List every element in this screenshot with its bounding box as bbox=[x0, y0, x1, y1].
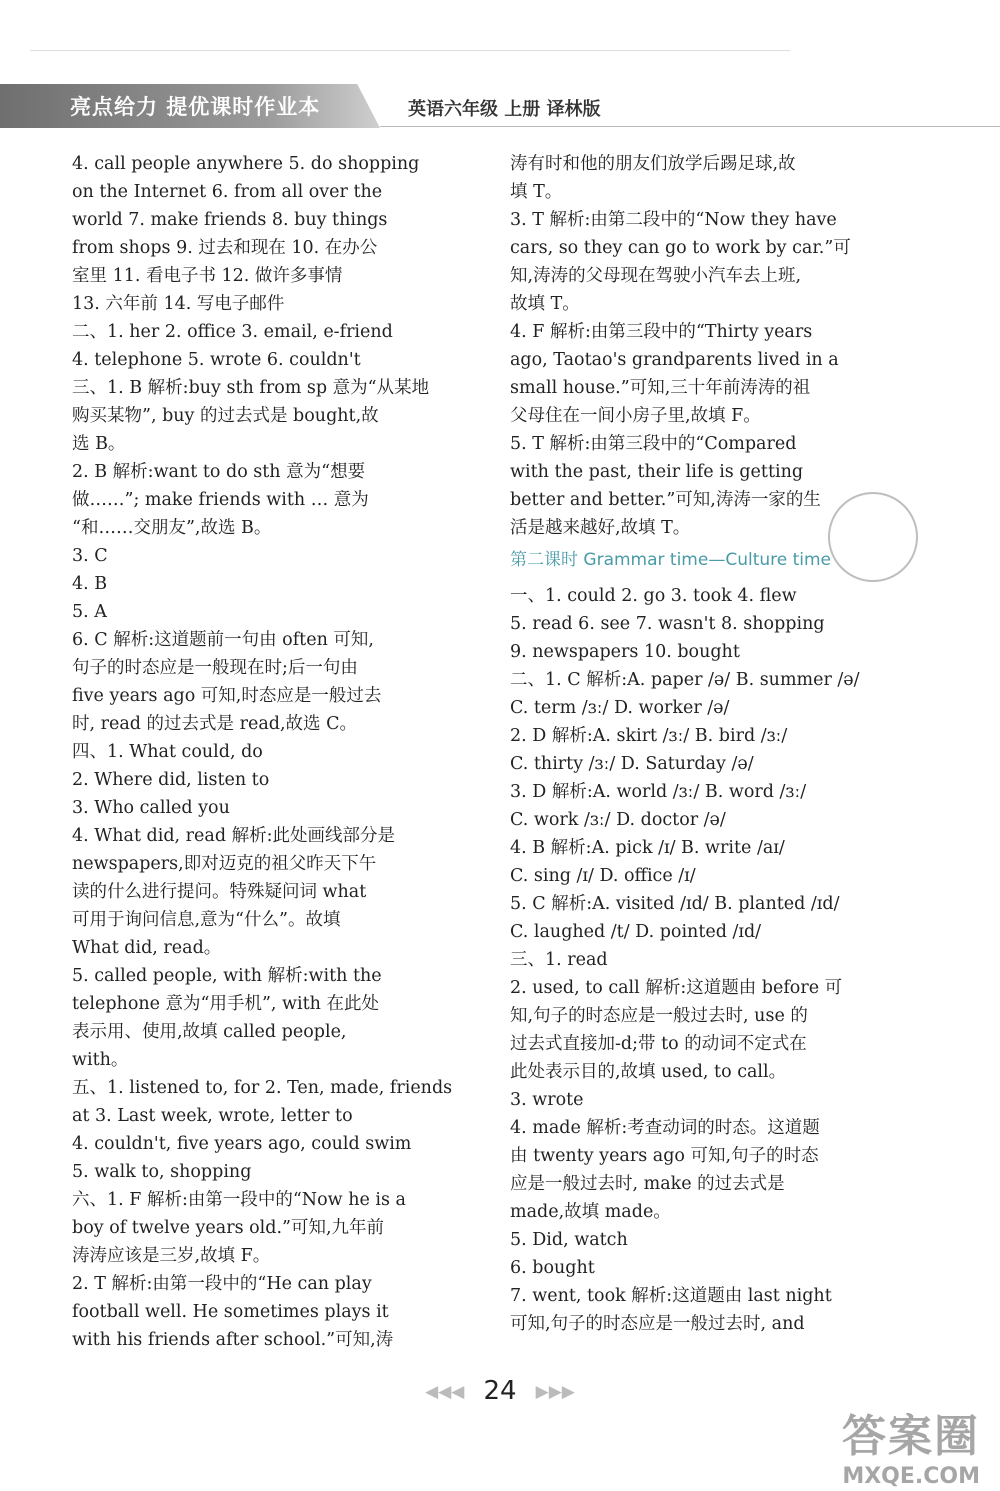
text-line: What did, read。 bbox=[72, 938, 222, 958]
text-line: 6. C 解析:这道题前一句由 often 可知, bbox=[72, 630, 374, 650]
text-line: 涛涛应该是三岁,故填 F。 bbox=[72, 1246, 271, 1266]
text-line: 4. telephone 5. wrote 6. couldn't bbox=[72, 350, 361, 370]
prev-arrows-icon: ◀◀◀ bbox=[425, 1382, 465, 1402]
section-title: 第二课时 Grammar time—Culture time bbox=[510, 550, 832, 570]
text-line: 可用于询问信息,意为“什么”。故填 bbox=[72, 910, 341, 930]
text-line: C. laughed /t/ D. pointed /ɪd/ bbox=[510, 922, 762, 942]
text-line: 活是越来越好,故填 T。 bbox=[510, 518, 691, 538]
text-line: 3. C bbox=[72, 546, 108, 566]
right-column-bottom bbox=[510, 582, 915, 1338]
text-line: 5. walk to, shopping bbox=[72, 1162, 252, 1182]
text-line: 3. wrote bbox=[510, 1090, 584, 1110]
text-line: 此处表示目的,故填 used, to call。 bbox=[510, 1062, 787, 1082]
text-line: from shops 9. 过去和现在 10. 在办公 bbox=[72, 238, 378, 258]
text-line: 三、1. B 解析:buy sth from sp 意为“从某地 bbox=[72, 378, 430, 398]
text-line: 四、1. What could, do bbox=[72, 742, 263, 762]
text-line: 过去式直接加-d;带 to 的动词不定式在 bbox=[510, 1034, 807, 1054]
text-line: 4. B bbox=[72, 574, 108, 594]
text-line: 4. F 解析:由第三段中的“Thirty years bbox=[510, 322, 813, 342]
text-line: 9. newspapers 10. bought bbox=[510, 642, 740, 662]
text-line: 做……”; make friends with … 意为 bbox=[72, 490, 369, 510]
text-line: 应是一般过去时, make 的过去式是 bbox=[510, 1174, 785, 1194]
text-line: 涛有时和他的朋友们放学后踢足球,故 bbox=[510, 154, 796, 174]
text-line: at 3. Last week, wrote, letter to bbox=[72, 1106, 353, 1126]
top-rule bbox=[30, 50, 790, 51]
stamp-seal bbox=[828, 492, 918, 582]
text-line: 3. T 解析:由第二段中的“Now they have bbox=[510, 210, 837, 230]
text-line: 4. made 解析:考查动词的时态。这道题 bbox=[510, 1118, 820, 1138]
text-line: 2. Where did, listen to bbox=[72, 770, 270, 790]
text-line: 五、1. listened to, for 2. Ten, made, friends bbox=[72, 1078, 453, 1098]
text-line: 三、1. read bbox=[510, 950, 608, 970]
text-line: 3. D 解析:A. world /ɜː/ B. word /ɜː/ bbox=[510, 782, 807, 802]
text-line: C. sing /ɪ/ D. office /ɪ/ bbox=[510, 866, 696, 886]
text-line: 5. read 6. see 7. wasn't 8. shopping bbox=[510, 614, 825, 634]
watermark-text: 答案圈 bbox=[842, 1411, 980, 1462]
text-line: C. term /ɜː/ D. worker /ə/ bbox=[510, 698, 730, 718]
page-header bbox=[0, 84, 1000, 128]
text-line: 3. Who called you bbox=[72, 798, 230, 818]
text-line: 4. What did, read 解析:此处画线部分是 bbox=[72, 826, 395, 846]
text-line: with his friends after school.”可知,涛 bbox=[72, 1330, 394, 1350]
text-line: 表示用、使用,故填 called people, bbox=[72, 1022, 347, 1042]
text-line: 13. 六年前 14. 写电子邮件 bbox=[72, 294, 285, 314]
text-line: football well. He sometimes plays it bbox=[72, 1302, 389, 1322]
text-line: 4. call people anywhere 5. do shopping bbox=[72, 154, 420, 174]
text-line: 句子的时态应是一般现在时;后一句由 bbox=[72, 658, 358, 678]
text-line: C. work /ɜː/ D. doctor /ə/ bbox=[510, 810, 726, 830]
text-line: 父母住在一间小房子里,故填 F。 bbox=[510, 406, 761, 426]
text-line: 5. A bbox=[72, 602, 107, 622]
text-line: with。 bbox=[72, 1050, 129, 1070]
text-line: 5. Did, watch bbox=[510, 1230, 628, 1250]
text-line: 时, read 的过去式是 read,故选 C。 bbox=[72, 714, 357, 734]
text-line: 2. B 解析:want to do sth 意为“想要 bbox=[72, 462, 366, 482]
text-line: 4. couldn't, five years ago, could swim bbox=[72, 1134, 412, 1154]
page-number: 24 bbox=[483, 1376, 517, 1406]
watermark bbox=[842, 1400, 980, 1489]
text-line: small house.”可知,三十年前涛涛的祖 bbox=[510, 378, 811, 398]
book-subtitle: 英语六年级 上册 译林版 bbox=[408, 99, 601, 120]
text-line: with the past, their life is getting bbox=[510, 462, 804, 482]
left-column bbox=[72, 150, 472, 1354]
text-line: cars, so they can go to work by car.”可 bbox=[510, 238, 851, 258]
text-line: 7. went, took 解析:这道题由 last night bbox=[510, 1286, 832, 1306]
text-line: boy of twelve years old.”可知,九年前 bbox=[72, 1218, 385, 1238]
text-line: 购买某物”, buy 的过去式是 bought,故 bbox=[72, 406, 379, 426]
text-line: 由 twenty years ago 可知,句子的时态 bbox=[510, 1146, 819, 1166]
text-line: newspapers,即对迈克的祖父昨天下午 bbox=[72, 854, 377, 874]
text-line: 5. T 解析:由第三段中的“Compared bbox=[510, 434, 797, 454]
text-line: ago, Taotao's grandparents lived in a bbox=[510, 350, 839, 370]
text-line: telephone 意为“用手机”, with 在此处 bbox=[72, 994, 380, 1014]
text-line: 知,句子的时态应是一般过去时, use 的 bbox=[510, 1006, 808, 1026]
text-line: 知,涛涛的父母现在驾驶小汽车去上班, bbox=[510, 266, 802, 286]
next-arrows-icon: ▶▶▶ bbox=[535, 1382, 575, 1402]
text-line: 6. bought bbox=[510, 1258, 595, 1278]
text-line: “和……交朋友”,故选 B。 bbox=[72, 518, 272, 538]
text-line: 填 T。 bbox=[510, 182, 563, 202]
text-line: 选 B。 bbox=[72, 434, 126, 454]
text-line: five years ago 可知,时态应是一般过去 bbox=[72, 686, 382, 706]
text-line: on the Internet 6. from all over the bbox=[72, 182, 383, 202]
text-line: better and better.”可知,涛涛一家的生 bbox=[510, 490, 821, 510]
header-rule bbox=[380, 126, 1000, 127]
text-line: 2. T 解析:由第一段中的“He can play bbox=[72, 1274, 372, 1294]
text-line: 一、1. could 2. go 3. took 4. flew bbox=[510, 586, 797, 606]
text-line: 5. C 解析:A. visited /ɪd/ B. planted /ɪd/ bbox=[510, 894, 840, 914]
text-line: made,故填 made。 bbox=[510, 1202, 671, 1222]
text-line: C. thirty /ɜː/ D. Saturday /ə/ bbox=[510, 754, 754, 774]
text-line: 4. B 解析:A. pick /ɪ/ B. write /aɪ/ bbox=[510, 838, 785, 858]
text-line: 故填 T。 bbox=[510, 294, 580, 314]
text-line: 六、1. F 解析:由第一段中的“Now he is a bbox=[72, 1190, 406, 1210]
text-line: 二、1. C 解析:A. paper /ə/ B. summer /ə/ bbox=[510, 670, 860, 690]
text-line: 2. D 解析:A. skirt /ɜː/ B. bird /ɜː/ bbox=[510, 726, 788, 746]
text-line: 读的什么进行提问。特殊疑问词 what bbox=[72, 882, 367, 902]
right-column bbox=[510, 150, 915, 1338]
watermark-url: MXQE.COM bbox=[842, 1464, 980, 1489]
text-line: 二、1. her 2. office 3. email, e-friend bbox=[72, 322, 393, 342]
text-line: 5. called people, with 解析:with the bbox=[72, 966, 382, 986]
text-line: 可知,句子的时态应是一般过去时, and bbox=[510, 1314, 805, 1334]
book-title: 亮点给力 提优课时作业本 bbox=[70, 95, 321, 119]
text-line: world 7. make friends 8. buy things bbox=[72, 210, 388, 230]
text-line: 室里 11. 看电子书 12. 做许多事情 bbox=[72, 266, 343, 286]
right-column-top bbox=[510, 150, 915, 542]
text-line: 2. used, to call 解析:这道题由 before 可 bbox=[510, 978, 843, 998]
